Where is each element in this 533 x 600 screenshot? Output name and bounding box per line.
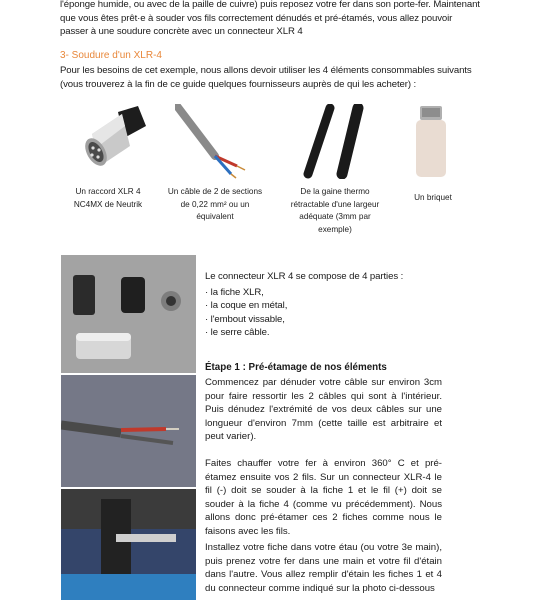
xlr-parts-photo [61, 255, 196, 373]
step-paragraph: Commencez par dénuder votre câble sur environ 3cm pour faire ressortir les 2 câbles qui sont à l'intérieur. Puis dénudez l'extrémité de vos deux câbles sur une longueur d'environ 7mm (cette taille est arbitraire et peut varier). [205, 377, 442, 443]
step-title: Étape 1 : Pré-étamage de nos éléments [205, 362, 387, 373]
item-caption-lighter: Un briquet [414, 193, 452, 202]
step-paragraph: Installez votre fiche dans votre étau (ou votre 3e main), puis prenez votre fer dans une main et votre fil d'étain dans l'autre. Vous allez remplir d'étain les fiches 1 et 4 du connecteur comme indiqué sur la photo ci-dessous [205, 542, 442, 594]
intro-paragraph: l'éponge humide, ou avec de la paille de cuivre) puis reposez votre fer dans son porte-fer. Maintenant que vous êtes prêt·e à souder vos fils correctement dénudés et pré-étamés, vous allez pouvoir passer à une soudure concrète avec un connecteur XLR 4 [60, 0, 480, 37]
lighter-image [408, 104, 458, 179]
part-item: · le serre câble. [205, 327, 270, 338]
xlr-connector-image [78, 104, 148, 179]
needs-paragraph: Pour les besoins de cet exemple, nous allons devoir utiliser les 4 éléments consommables suivants (vous trouverez à la fin de ce guide quelques fournisseurs auprès de qui les acheter) : [60, 65, 472, 90]
part-item: · l'embout vissable, [205, 313, 285, 325]
heat-shrink-image [300, 104, 370, 179]
parts-intro: Le connecteur XLR 4 se compose de 4 parties : [205, 271, 404, 282]
item-caption-xlr: Un raccord XLR 4 NC4MX de Neutrik [73, 187, 143, 209]
cable-image [175, 104, 250, 179]
item-caption-heat-shrink: De la gaine thermo rétractable d'une largeur adéquate (3mm par exemple) [290, 187, 380, 234]
stripped-cable-photo [61, 375, 196, 487]
parts-description [205, 270, 490, 340]
part-item: · la fiche XLR, [205, 286, 264, 298]
vise-photo [61, 489, 196, 600]
section-title: 3- Soudure d'un XLR-4 [60, 50, 162, 61]
step-paragraph: Faites chauffer votre fer à environ 360° C et pré-étamez ensuite vos 2 fils. Sur un connecteur XLR-4 le fil (-) doit se souder à la fiche 1 et le fil (+) doit se souder à la fiche 4 (comme vu précédemment). Nous allons donc pré-étamer ces 2 fiches comme nous le faisons avec les fils. [205, 458, 442, 537]
item-caption-cable: Un câble de 2 de sections de 0,22 mm² ou un équivalent [167, 187, 263, 221]
part-item: · la coque en métal, [205, 300, 288, 311]
